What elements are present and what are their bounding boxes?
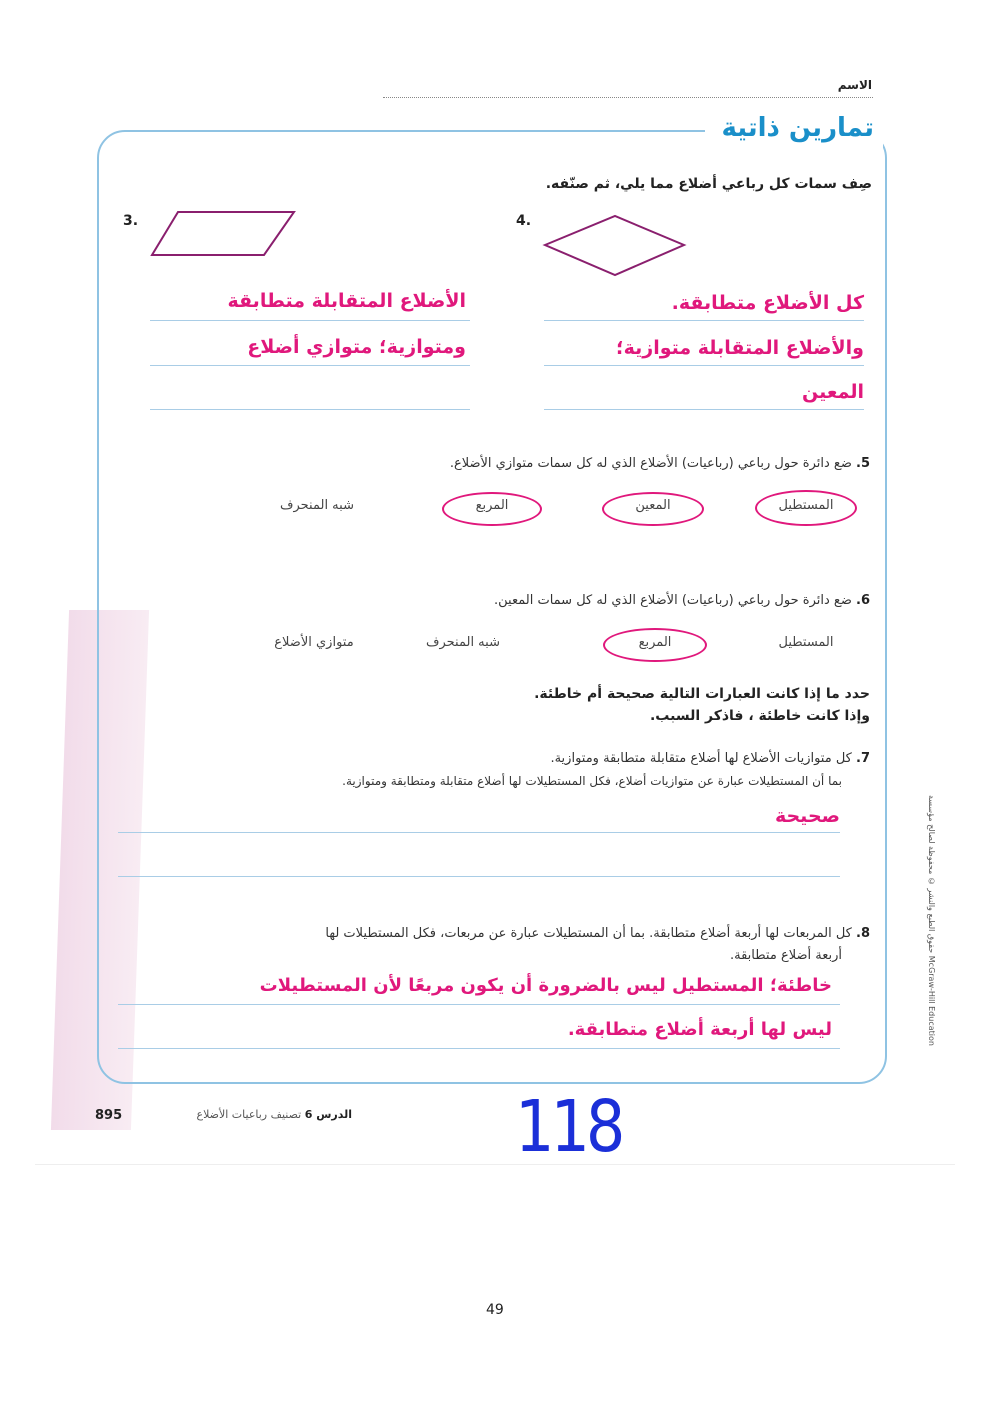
handwritten-number: 118 [515, 1084, 622, 1169]
footer-page-number: 895 [95, 1108, 123, 1123]
question-8-number: 8. [856, 926, 870, 941]
q6-option-trapezoid[interactable]: شبه المنحرف [426, 635, 500, 650]
answer-rule [544, 365, 864, 366]
answer-rule [150, 365, 470, 366]
page-title: تمارين ذاتية [721, 113, 874, 143]
answer-rule [544, 409, 864, 410]
question-7-number: 7. [856, 751, 870, 766]
question-8-answer-line-2: ليس لها أربعة أضلاع متطابقة. [567, 1019, 832, 1040]
answer-rule [118, 1048, 840, 1049]
question-8-text-line-2: أربعة أضلاع متطابقة. [730, 948, 842, 963]
tf-instructions-line-2: وإذا كانت خاطئة ، فاذكر السبب. [649, 708, 870, 724]
answer-rule [118, 876, 840, 877]
q6-option-rectangle[interactable]: المستطيل [778, 635, 834, 650]
question-6-text: ضع دائرة حول رباعي (رباعيات) الأضلاع الذي له كل سمات المعين. [494, 593, 852, 608]
parallelogram-figure [148, 208, 300, 260]
exercise-3-answer-line-2: ومتوازية؛ متوازي أضلاع [247, 336, 466, 358]
footer-lesson-label: الدرس 6 [304, 1108, 352, 1121]
question-7-answer: صحيحة [774, 805, 840, 827]
exercise-4-answer-line-1: كل الأضلاع متطابقة. [671, 292, 864, 314]
question-8-text-line-1: كل المربعات لها أربعة أضلاع متطابقة. بما أن المستطيلات عبارة عن مربعات، فكل المستطيلات لها [325, 926, 852, 941]
exercise-3-answer-line-1: الأضلاع المتقابلة متطابقة [227, 290, 466, 312]
answer-rule [150, 320, 470, 321]
name-line[interactable] [383, 97, 873, 98]
q5-option-rectangle[interactable]: المستطيل [778, 498, 834, 513]
exercise-4-answer-line-3: المعين [802, 381, 864, 403]
question-5 [450, 456, 870, 471]
question-6 [494, 593, 870, 608]
question-5-number: 5. [856, 456, 870, 471]
page-divider [35, 1164, 955, 1165]
rhombus-figure [540, 212, 690, 280]
footer-lesson-title: تصنيف رباعيات الأضلاع [196, 1108, 302, 1121]
page-number-bottom: 49 [486, 1302, 504, 1318]
side-credit: حقوق الطبع والنشر © محفوظة لصالح مؤسسة McGraw-Hill Education [927, 795, 936, 1046]
q6-option-square[interactable]: المربع [638, 635, 672, 650]
question-7-text: كل متوازيات الأضلاع لها أضلاع متقابلة متطابقة ومتوازية. [550, 751, 852, 766]
question-7 [550, 751, 870, 766]
q5-option-rhombus[interactable]: المعين [635, 498, 671, 513]
instructions: صِف سمات كل رباعي أضلاع مما يلي، ثم صنّفه. [545, 176, 872, 192]
answer-rule [118, 832, 840, 833]
answer-rule [118, 1004, 840, 1005]
question-5-text: ضع دائرة حول رباعي (رباعيات) الأضلاع الذي له كل سمات متوازي الأضلاع. [449, 456, 852, 471]
question-8 [325, 926, 870, 941]
q5-option-trapezoid[interactable]: شبه المنحرف [280, 498, 354, 513]
question-7-reason: بما أن المستطيلات عبارة عن متوازيات أضلاع، فكل المستطيلات لها أضلاع متقابلة ومتطابقة ومتوازية. [342, 774, 842, 788]
exercise-4-number: 4. [516, 213, 532, 229]
exercise-3-number: 3. [123, 213, 139, 229]
q5-option-square[interactable]: المربع [475, 498, 509, 513]
footer-lesson [197, 1108, 353, 1121]
q6-option-parallelogram[interactable]: متوازي الأضلاع [274, 635, 354, 650]
question-6-number: 6. [856, 593, 870, 608]
answer-rule [150, 409, 470, 410]
question-8-answer-line-1: خاطئة؛ المستطيل ليس بالضرورة أن يكون مربعًا لأن المستطيلات [259, 975, 832, 996]
exercise-4-answer-line-2: والأضلاع المتقابلة متوازية؛ [616, 337, 864, 359]
name-label: الاسم [837, 78, 872, 92]
answer-rule [544, 320, 864, 321]
tf-instructions-line-1: حدد ما إذا كانت العبارات التالية صحيحة أم خاطئة. [534, 686, 870, 702]
